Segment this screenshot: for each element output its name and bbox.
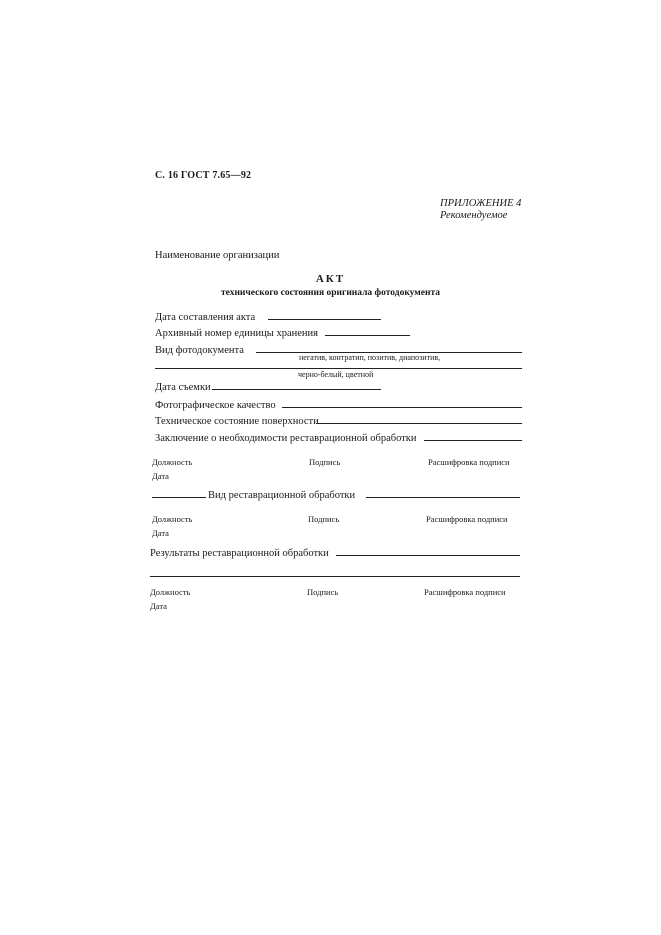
sig2-decryption: Расшифровка подписи	[426, 514, 508, 524]
document-title: АКТ	[315, 273, 346, 285]
sig1-decryption: Расшифровка подписи	[428, 457, 510, 467]
sig2-position: Должность	[152, 514, 193, 524]
restoration-type-line-left	[152, 497, 206, 498]
archive-number-line	[325, 335, 410, 336]
organization-label: Наименование организации	[155, 250, 280, 261]
sig2-date: Дата	[152, 528, 169, 538]
surface-state-label: Техническое состояние поверхности	[155, 416, 319, 427]
sig1-position: Должность	[152, 457, 193, 467]
photo-quality-label: Фотографическое качество	[155, 400, 276, 411]
sig3-decryption: Расшифровка подписи	[424, 587, 506, 597]
results-line-2	[150, 576, 520, 577]
photo-type-line-2	[155, 368, 522, 369]
photo-quality-line	[282, 407, 522, 408]
photo-type-hint-2: черно-белый, цветной	[298, 370, 374, 379]
restoration-type-label: Вид реставрационной обработки	[208, 490, 356, 501]
shoot-date-label: Дата съемки	[155, 382, 211, 393]
surface-state-line	[316, 423, 522, 424]
appendix-number: ПРИЛОЖЕНИЕ 4	[440, 198, 522, 209]
restoration-need-label: Заключение о необходимости реставрационной обработки	[155, 433, 417, 444]
sig1-signature: Подпись	[309, 457, 341, 467]
document-subtitle: технического состояния оригинала фотодокумента	[221, 288, 440, 298]
photo-type-hint-1: негатив, контратип, позитив, диапозитив,	[299, 353, 441, 362]
page-header: С. 16 ГОСТ 7.65—92	[155, 170, 252, 181]
restoration-type-line-right	[366, 497, 520, 498]
appendix-status: Рекомендуемое	[440, 210, 508, 221]
sig1-date: Дата	[152, 471, 169, 481]
sig2-signature: Подпись	[308, 514, 340, 524]
results-label: Результаты реставрационной обработки	[150, 548, 329, 559]
date-compiled-line	[268, 319, 381, 320]
archive-number-label: Архивный номер единицы хранения	[155, 328, 318, 339]
photo-type-label: Вид фотодокумента	[155, 345, 244, 356]
date-compiled-label: Дата составления акта	[155, 312, 256, 323]
restoration-need-line	[424, 440, 522, 441]
sig3-position: Должность	[150, 587, 191, 597]
sig3-signature: Подпись	[307, 587, 339, 597]
shoot-date-line	[212, 389, 381, 390]
sig3-date: Дата	[150, 601, 167, 611]
results-line	[336, 555, 520, 556]
